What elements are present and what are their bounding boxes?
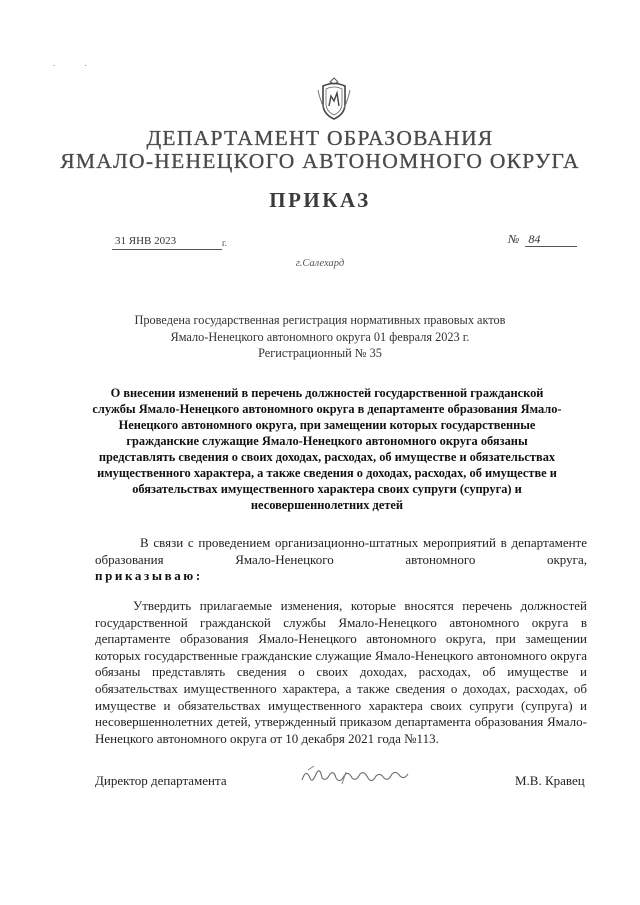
registration-stamp [0, 312, 640, 362]
signer-name: М.В. Кравец [515, 773, 585, 788]
city: г.Салехард [295, 258, 345, 269]
order-date: 31 ЯНВ 2023 [115, 235, 177, 247]
coat-of-arms-icon [316, 76, 352, 122]
handwritten-signature [296, 760, 416, 794]
document-type: ПРИКАЗ [269, 188, 371, 212]
number-value: 84 [528, 232, 541, 246]
signer-position: Директор департамента [95, 773, 227, 788]
date-underline [112, 249, 222, 250]
preamble-paragraph: В связи с проведением организационно-штатных мероприятий в департаменте образования Ямало-Ненецкого автономного округа, [95, 535, 587, 567]
number-prefix: № [508, 232, 520, 246]
registration-line2: Ямало-Ненецкого автономного округа 01 февраля 2023 г. [170, 329, 470, 344]
order-number [508, 232, 540, 247]
corner-marks: . . [53, 60, 101, 68]
main-paragraph: Утвердить прилагаемые изменения, которые вносятся перечень должностей государственной гражданской службы Ямало-Ненецкого автономного округа в департаменте образования Ямало-Ненецкого автономного округа, при замещении которых государственные гражданские служащие Ямало-Ненецкого автономного округа обязаны представлять сведения о своих доходах, расходах, об имуществе и обязательствах имущественного характера, а также сведения о доходах, расходах, об имуществе и обязательствах имущественного характера своих супруги (супруга) и несовершеннолетних детей, утвержденный приказом департамента образования Ямало-Ненецкого автономного округа от 10 декабря 2021 года №113. [95, 598, 587, 746]
number-underline [525, 246, 577, 247]
department-title-line1: ДЕПАРТАМЕНТ ОБРАЗОВАНИЯ [146, 126, 494, 150]
order-title: О внесении изменений в перечень должностей государственной гражданской службы Ямало-Ненецкого автономного округа в департаменте образования Ямало-Ненецкого автономного округа, при замещении которых государственные гражданские служащие Ямало-Ненецкого автономного округа обязаны представлять сведения о своих доходах, расходах, об имуществе и обязательствах имущественного характера, а также сведения о доходах, расходах, об имуществе и обязательствах имущественного характера своих супруги (супруга) и несовершеннолетних детей [92, 386, 562, 512]
order-word: приказываю: [95, 568, 203, 583]
registration-line1: Проведена государственная регистрация нормативных правовых актов [134, 313, 506, 327]
department-title-line2: ЯМАЛО-НЕНЕЦКОГО АВТОНОМНОГО ОКРУГА [60, 149, 580, 173]
date-suffix: г. [222, 238, 227, 248]
registration-line3: Регистрационный № 35 [258, 346, 382, 360]
